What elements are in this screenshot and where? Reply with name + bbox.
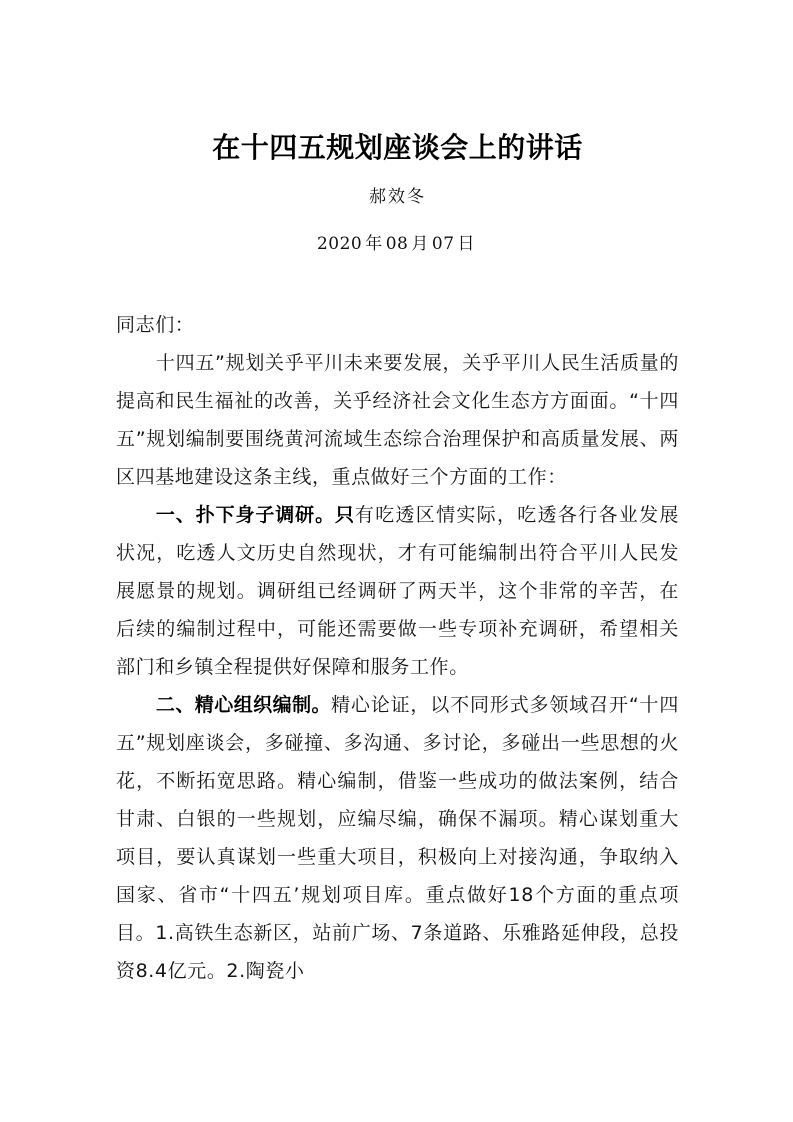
section-two-heading: 二、精心组织编制。	[155, 694, 331, 716]
date-year: 2020	[316, 234, 363, 254]
document-body	[116, 0, 679, 990]
paragraph-intro: 十四五”规划关乎平川未来要发展，关乎平川人民生活质量的提高和民生福祉的改善，关乎经济社会文化生态方方面面。“十四五”规划编制要围绕黄河流域生态综合治理保护和高质量发展、两区四基地建设这条主线，重点做好三个方面的工作：	[116, 352, 679, 488]
paragraph-section-one	[116, 496, 679, 686]
date-day: 07	[431, 234, 455, 254]
date-year-label: 年	[365, 234, 383, 254]
document-content	[116, 306, 679, 990]
section-two-text: 精心论证，以不同形式多领域召开“十四五”规划座谈会，多碰撞、多沟通、多讨论，多碰出一些思想的火花，不断拓宽思路。精心编制，借鉴一些成功的做法案例，结合甘肃、白银的一些规划，应编尽编，确保不漏项。精心谋划重大项目，要认真谋划一些重大项目，积极向上对接沟通，争取纳入国家、省市“十四五’规划项目库。重点做好18个方面的重点项目。1.高铁生态新区，站前广场、7条道路、乐雅路延伸段，总投资8.4亿元。2.陶瓷小	[116, 694, 679, 982]
salutation-line: 同志们：	[116, 314, 195, 336]
page-title: 在十四五规划座谈会上的讲话	[212, 131, 583, 164]
date-day-label: 日	[457, 234, 476, 254]
title-block	[116, 0, 679, 260]
document-author: 郝效冬	[369, 187, 426, 207]
section-one-heading: 一、扑下身子调研。只	[155, 504, 355, 526]
document-date	[116, 228, 679, 260]
paragraph-section-two	[116, 686, 679, 990]
date-month: 08	[385, 234, 409, 254]
section-one-text: 有吃透区情实际，吃透各行各业发展状况，吃透人文历史自然现状，才有可能编制出符合平川人民发展愿景的规划。调研组已经调研了两天半，这个非常的辛苦，在后续的编制过程中，可能还需要做一些专项补充调研，希望相关部门和乡镇全程提供好保障和服务工作。	[116, 504, 679, 678]
date-month-label: 月	[411, 234, 429, 254]
